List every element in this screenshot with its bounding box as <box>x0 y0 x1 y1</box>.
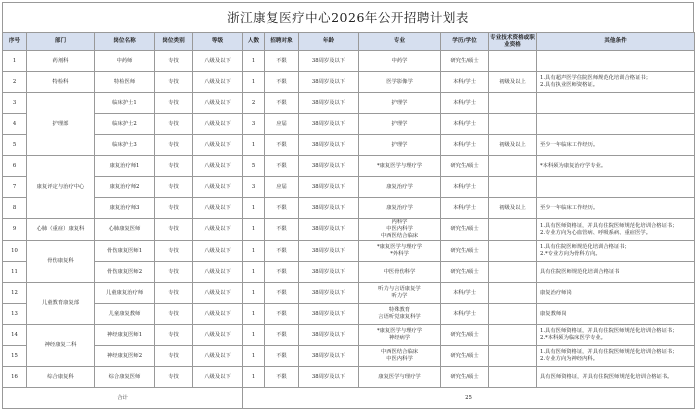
cell-no: 10 <box>3 241 27 262</box>
cell-edu: 研究生/硕士 <box>441 262 489 283</box>
cell-qual: 初级及以上 <box>489 135 537 156</box>
cell-line: 2.专业方向为心血管病、呼吸系病、重症医学。 <box>540 229 651 236</box>
cell-edu: 研究生/硕士 <box>441 156 489 177</box>
col-header: 岗位名称 <box>95 33 155 51</box>
cell-level: 八级及以下 <box>193 283 243 304</box>
sheet-title: 浙江康复医疗中心2026年公开招聘计划表 <box>2 2 694 32</box>
cell-other <box>537 72 695 93</box>
cell-other <box>537 114 695 135</box>
header-row <box>3 33 695 51</box>
cell-level: 八级及以下 <box>193 304 243 325</box>
cell-major <box>359 241 441 262</box>
cell-post: 骨伤康复医师2 <box>95 262 155 283</box>
cell-qual <box>489 262 537 283</box>
cell-level: 八级及以下 <box>193 51 243 72</box>
cell-cat: 专技 <box>155 346 193 367</box>
total-count: 25 <box>243 388 695 409</box>
cell-no: 3 <box>3 93 27 114</box>
cell-no: 5 <box>3 135 27 156</box>
cell-department: 护理部 <box>27 93 95 156</box>
table-row <box>3 241 695 262</box>
cell-qual <box>489 304 537 325</box>
cell-department: 综合康复科 <box>27 367 95 388</box>
cell-edu: 本科/学士 <box>441 198 489 219</box>
cell-cat: 专技 <box>155 135 193 156</box>
cell-post: 中药师 <box>95 51 155 72</box>
cell-other: 至少一年临床工作经历。 <box>537 135 695 156</box>
cell-line: *康复医学与理疗学 <box>376 244 423 250</box>
cell-post: 临床护士3 <box>95 135 155 156</box>
cell-no: 16 <box>3 367 27 388</box>
cell-line: 2.专业方向为神经内科。 <box>540 356 599 362</box>
cell-line: 1.具有医师资格证，并具有住院医师规范化培训合格证书； <box>540 222 678 229</box>
cell-cat: 专技 <box>155 114 193 135</box>
cell-edu: 本科/学士 <box>441 135 489 156</box>
table-row <box>3 114 695 135</box>
cell-other <box>537 346 695 367</box>
cell-major: 中药学 <box>359 51 441 72</box>
cell-num: 1 <box>243 304 265 325</box>
cell-major <box>359 346 441 367</box>
cell-qual <box>489 241 537 262</box>
cell-line: 言语听觉康复科学 <box>378 314 421 320</box>
cell-no: 11 <box>3 262 27 283</box>
cell-edu: 本科/学士 <box>441 177 489 198</box>
cell-num: 5 <box>243 156 265 177</box>
table-row <box>3 346 695 367</box>
cell-line: 听力学 <box>391 293 408 299</box>
cell-line: *康复医学与理疗学 <box>376 328 423 334</box>
cell-target: 不限 <box>265 262 299 283</box>
cell-age: 38周岁及以下 <box>299 346 359 367</box>
cell-edu: 研究生/硕士 <box>441 325 489 346</box>
cell-department: 特检科 <box>27 72 95 93</box>
cell-cat: 专技 <box>155 156 193 177</box>
cell-target: 应届 <box>265 114 299 135</box>
cell-age: 38周岁及以下 <box>299 304 359 325</box>
cell-target: 不限 <box>265 51 299 72</box>
cell-cat: 专技 <box>155 93 193 114</box>
cell-line: 1.具有住院医师规范化培训合格证书； <box>540 244 630 250</box>
cell-department: 药剂科 <box>27 51 95 72</box>
cell-post: 临床护士1 <box>95 93 155 114</box>
cell-line: 2.*本科须为临床医学专业。 <box>540 335 606 341</box>
cell-edu: 本科/学士 <box>441 283 489 304</box>
cell-major: 护理学 <box>359 114 441 135</box>
cell-cat: 专技 <box>155 241 193 262</box>
cell-cat: 专技 <box>155 72 193 93</box>
cell-qual <box>489 51 537 72</box>
cell-age: 38周岁及以下 <box>299 93 359 114</box>
cell-age: 38周岁及以下 <box>299 72 359 93</box>
total-label: 合计 <box>3 388 243 409</box>
table-row <box>3 72 695 93</box>
cell-target: 不限 <box>265 346 299 367</box>
cell-num: 1 <box>243 51 265 72</box>
cell-target: 应届 <box>265 177 299 198</box>
cell-level: 八级及以下 <box>193 93 243 114</box>
cell-qual <box>489 367 537 388</box>
cell-major <box>359 219 441 241</box>
cell-num: 1 <box>243 198 265 219</box>
col-header: 专业技术资格或职业资格 <box>489 33 537 51</box>
cell-num: 1 <box>243 135 265 156</box>
col-header: 等级 <box>193 33 243 51</box>
cell-qual <box>489 219 537 241</box>
cell-post: 康复治疗师2 <box>95 177 155 198</box>
cell-no: 13 <box>3 304 27 325</box>
cell-no: 8 <box>3 198 27 219</box>
cell-line: 中西医结合临床 <box>380 349 419 355</box>
table-row <box>3 262 695 283</box>
cell-no: 1 <box>3 51 27 72</box>
cell-no: 7 <box>3 177 27 198</box>
cell-edu: 研究生/硕士 <box>441 241 489 262</box>
cell-other: *本科须为康复治疗学专业。 <box>537 156 695 177</box>
cell-no: 6 <box>3 156 27 177</box>
table-row <box>3 177 695 198</box>
cell-num: 1 <box>243 367 265 388</box>
cell-age: 38周岁及以下 <box>299 262 359 283</box>
cell-age: 38周岁及以下 <box>299 156 359 177</box>
cell-target: 不限 <box>265 135 299 156</box>
cell-num: 3 <box>243 114 265 135</box>
col-header: 招聘对象 <box>265 33 299 51</box>
cell-target: 不限 <box>265 219 299 241</box>
cell-target: 不限 <box>265 304 299 325</box>
cell-department: 康复评定与治疗中心 <box>27 156 95 219</box>
cell-target: 不限 <box>265 198 299 219</box>
cell-other: 具有医师资格证，并具有住院医师规范化培训合格证书。 <box>537 367 695 388</box>
cell-no: 2 <box>3 72 27 93</box>
cell-level: 八级及以下 <box>193 198 243 219</box>
cell-age: 38周岁及以下 <box>299 177 359 198</box>
cell-cat: 专技 <box>155 262 193 283</box>
cell-department: 神经康复二科 <box>27 325 95 367</box>
cell-qual <box>489 93 537 114</box>
cell-post: 康复治疗师1 <box>95 156 155 177</box>
cell-major <box>359 283 441 304</box>
cell-edu: 本科/学士 <box>441 304 489 325</box>
cell-age: 38周岁及以下 <box>299 283 359 304</box>
cell-target: 不限 <box>265 367 299 388</box>
col-header: 部门 <box>27 33 95 51</box>
cell-major: 医学影像学 <box>359 72 441 93</box>
cell-major: 康复医学与理疗学 <box>359 367 441 388</box>
col-header: 学历/学位 <box>441 33 489 51</box>
cell-num: 1 <box>243 283 265 304</box>
cell-num: 1 <box>243 72 265 93</box>
cell-target: 不限 <box>265 72 299 93</box>
cell-edu: 本科/学士 <box>441 114 489 135</box>
cell-post: 临床护士2 <box>95 114 155 135</box>
cell-level: 八级及以下 <box>193 262 243 283</box>
cell-edu: 本科/学士 <box>441 93 489 114</box>
cell-major: *康复医学与理疗学 <box>359 156 441 177</box>
cell-cat: 专技 <box>155 219 193 241</box>
cell-post: 康复治疗师3 <box>95 198 155 219</box>
table-row <box>3 367 695 388</box>
cell-level: 八级及以下 <box>193 114 243 135</box>
cell-age: 38周岁及以下 <box>299 325 359 346</box>
col-header: 岗位类别 <box>155 33 193 51</box>
cell-department: 骨伤康复科 <box>27 241 95 283</box>
cell-other: 至少一年临床工作经历。 <box>537 198 695 219</box>
cell-line: 中医内科学 <box>386 226 413 232</box>
cell-other <box>537 51 695 72</box>
cell-cat: 专技 <box>155 198 193 219</box>
col-header: 专业 <box>359 33 441 51</box>
cell-cat: 专技 <box>155 283 193 304</box>
cell-post: 骨伤康复医师1 <box>95 241 155 262</box>
cell-num: 2 <box>243 93 265 114</box>
cell-major: 护理学 <box>359 93 441 114</box>
cell-qual <box>489 156 537 177</box>
cell-line: 1.具有医师资格证，并具有住院医师规范化培训合格证书； <box>540 328 678 334</box>
cell-line: 2.*专业方向为骨科方向。 <box>540 251 601 257</box>
cell-level: 八级及以下 <box>193 135 243 156</box>
cell-post: 儿童康复治疗师 <box>95 283 155 304</box>
cell-num: 1 <box>243 262 265 283</box>
cell-target: 不限 <box>265 283 299 304</box>
cell-num: 1 <box>243 346 265 367</box>
cell-qual <box>489 325 537 346</box>
cell-line: *外科学 <box>390 251 409 257</box>
cell-age: 38周岁及以下 <box>299 219 359 241</box>
cell-cat: 专技 <box>155 304 193 325</box>
cell-qual: 初级及以上 <box>489 72 537 93</box>
cell-age: 38周岁及以下 <box>299 367 359 388</box>
cell-department: 心肺（重症）康复科 <box>27 219 95 241</box>
cell-cat: 专技 <box>155 177 193 198</box>
table-row <box>3 198 695 219</box>
cell-other <box>537 177 695 198</box>
cell-other: 康复教师岗 <box>537 304 695 325</box>
col-header: 年龄 <box>299 33 359 51</box>
cell-post: 综合康复医师 <box>95 367 155 388</box>
cell-major: 康复治疗学 <box>359 198 441 219</box>
cell-num: 1 <box>243 325 265 346</box>
col-header: 人数 <box>243 33 265 51</box>
cell-other <box>537 325 695 346</box>
cell-other <box>537 93 695 114</box>
cell-age: 38周岁及以下 <box>299 135 359 156</box>
cell-line: 中西医结合临床 <box>380 233 419 239</box>
cell-other <box>537 219 695 241</box>
cell-no: 9 <box>3 219 27 241</box>
cell-major <box>359 325 441 346</box>
cell-no: 15 <box>3 346 27 367</box>
total-row <box>3 388 695 409</box>
cell-line: 特殊教育 <box>388 307 411 313</box>
cell-department: 儿童教育康复部 <box>27 283 95 325</box>
cell-edu: 研究生/硕士 <box>441 51 489 72</box>
cell-line: 2.具有执业医师资格证。 <box>540 82 599 88</box>
cell-level: 八级及以下 <box>193 367 243 388</box>
table-row <box>3 283 695 304</box>
cell-post: 神经康复医师1 <box>95 325 155 346</box>
cell-level: 八级及以下 <box>193 177 243 198</box>
cell-other: 康复治疗师岗 <box>537 283 695 304</box>
cell-age: 38周岁及以下 <box>299 198 359 219</box>
cell-qual <box>489 283 537 304</box>
cell-line: 1.具有超声医学住院医师规范化培训合格证书； <box>540 75 651 81</box>
cell-line: 中医内科学 <box>386 356 413 362</box>
cell-target: 不限 <box>265 325 299 346</box>
table-row <box>3 135 695 156</box>
cell-level: 八级及以下 <box>193 219 243 241</box>
table-row <box>3 51 695 72</box>
cell-qual <box>489 114 537 135</box>
cell-num: 1 <box>243 241 265 262</box>
cell-post: 儿童康复教师 <box>95 304 155 325</box>
table-row <box>3 156 695 177</box>
cell-level: 八级及以下 <box>193 346 243 367</box>
cell-edu: 研究生/硕士 <box>441 367 489 388</box>
cell-line: 内科学 <box>391 219 408 225</box>
cell-num: 1 <box>243 219 265 241</box>
col-header: 其他条件 <box>537 33 695 51</box>
cell-age: 38周岁及以下 <box>299 241 359 262</box>
cell-no: 12 <box>3 283 27 304</box>
cell-post: 心肺康复医师 <box>95 219 155 241</box>
cell-post: 特检医师 <box>95 72 155 93</box>
cell-target: 不限 <box>265 93 299 114</box>
col-header: 序号 <box>3 33 27 51</box>
table-row <box>3 304 695 325</box>
cell-qual <box>489 177 537 198</box>
cell-qual <box>489 346 537 367</box>
cell-target: 不限 <box>265 241 299 262</box>
cell-level: 八级及以下 <box>193 72 243 93</box>
table-row <box>3 93 695 114</box>
table-row <box>3 219 695 241</box>
cell-target: 不限 <box>265 156 299 177</box>
cell-age: 38周岁及以下 <box>299 114 359 135</box>
cell-post: 神经康复医师2 <box>95 346 155 367</box>
cell-major: 康复治疗学 <box>359 177 441 198</box>
cell-num: 3 <box>243 177 265 198</box>
cell-qual: 初级及以上 <box>489 198 537 219</box>
cell-edu: 研究生/硕士 <box>441 346 489 367</box>
cell-no: 4 <box>3 114 27 135</box>
cell-level: 八级及以下 <box>193 156 243 177</box>
cell-level: 八级及以下 <box>193 325 243 346</box>
cell-line: 1.具有医师资格证，并具有住院医师规范化培训合格证书； <box>540 349 678 355</box>
cell-no: 14 <box>3 325 27 346</box>
cell-major: 护理学 <box>359 135 441 156</box>
recruitment-table <box>2 32 695 409</box>
cell-major <box>359 304 441 325</box>
cell-edu: 本科/学士 <box>441 72 489 93</box>
cell-level: 八级及以下 <box>193 241 243 262</box>
cell-line: 神经病学 <box>388 335 411 341</box>
cell-other <box>537 241 695 262</box>
table-row <box>3 325 695 346</box>
cell-cat: 专技 <box>155 51 193 72</box>
cell-line: 听力与言语康复学 <box>378 286 421 292</box>
cell-cat: 专技 <box>155 325 193 346</box>
cell-edu: 研究生/硕士 <box>441 219 489 241</box>
cell-other: 具有住院医师规范化培训合格证书 <box>537 262 695 283</box>
cell-age: 38周岁及以下 <box>299 51 359 72</box>
cell-cat: 专技 <box>155 367 193 388</box>
cell-major: 中医骨伤科学 <box>359 262 441 283</box>
